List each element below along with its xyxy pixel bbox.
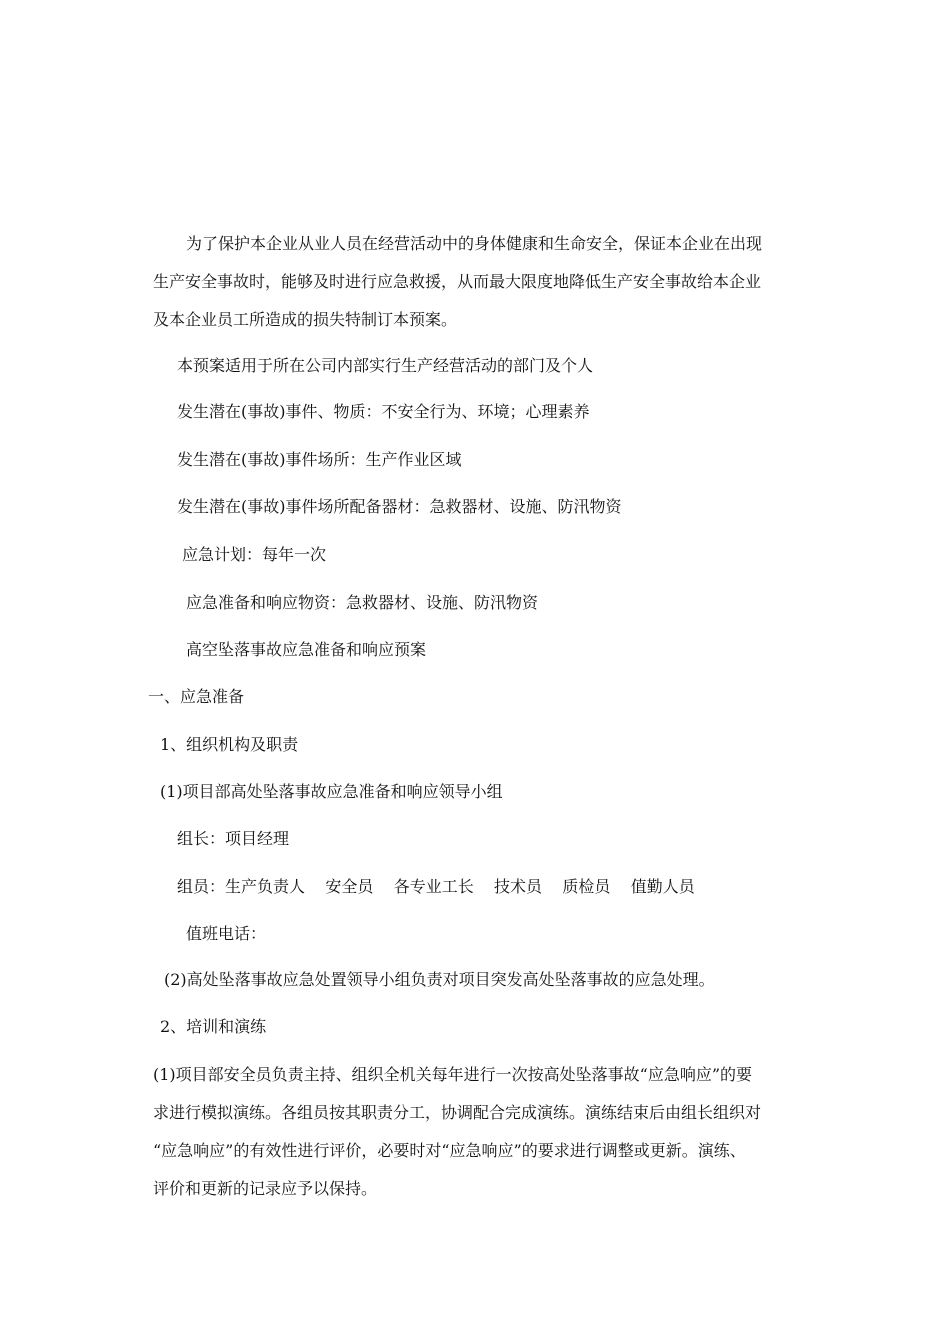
section-1-heading: 一、应急准备 <box>148 687 245 706</box>
plan-title: 高空坠落事故应急准备和响应预案 <box>186 640 427 659</box>
intro-line-3: 及本企业员工所造成的损失特制订本预案。 <box>153 310 458 329</box>
training-line-1: (1)项目部安全员负责主持、组织全机关每年进行一次按高处坠落事故“应急响应”的要 <box>153 1065 753 1084</box>
org-item-2: (2)高处坠落事故应急处置领导小组负责对项目突发高处坠落事故的应急处理。 <box>164 970 715 989</box>
subsection-2-heading: 2、培训和演练 <box>160 1017 267 1036</box>
intro-line-1: 为了保护本企业从业人员在经营活动中的身体健康和生命安全，保证本企业在出现 <box>186 234 763 253</box>
scope-text: 本预案适用于所在公司内部实行生产经营活动的部门及个人 <box>177 356 594 375</box>
site-equipment-text: 发生潜在(事故)事件场所配备器材：急救器材、设施、防汛物资 <box>177 497 622 516</box>
members-text: 组员：生产负责人 安全员 各专业工长 技术员 质检员 值勤人员 <box>177 877 695 896</box>
training-line-4: 评价和更新的记录应予以保持。 <box>153 1179 378 1198</box>
leader-text: 组长：项目经理 <box>177 829 290 848</box>
response-materials-text: 应急准备和响应物资：急救器材、设施、防汛物资 <box>186 593 539 612</box>
training-line-3: “应急响应”的有效性进行评价，必要时对“应急响应”的要求进行调整或更新。演练、 <box>153 1141 746 1160</box>
potential-events-text: 发生潜在(事故)事件、物质：不安全行为、环境；心理素养 <box>177 402 590 421</box>
training-line-2: 求进行模拟演练。各组员按其职责分工，协调配合完成演练。演练结束后由组长组织对 <box>153 1103 762 1122</box>
subsection-1-heading: 1、组织机构及职责 <box>160 735 299 754</box>
intro-line-2: 生产安全事故时，能够及时进行应急救援，从而最大限度地降低生产安全事故给本企业 <box>153 272 762 291</box>
plan-frequency-text: 应急计划：每年一次 <box>182 545 327 564</box>
potential-sites-text: 发生潜在(事故)事件场所：生产作业区域 <box>177 450 462 469</box>
org-item-1: (1)项目部高处坠落事故应急准备和响应领导小组 <box>160 782 503 801</box>
duty-phone-text: 值班电话： <box>186 924 267 943</box>
